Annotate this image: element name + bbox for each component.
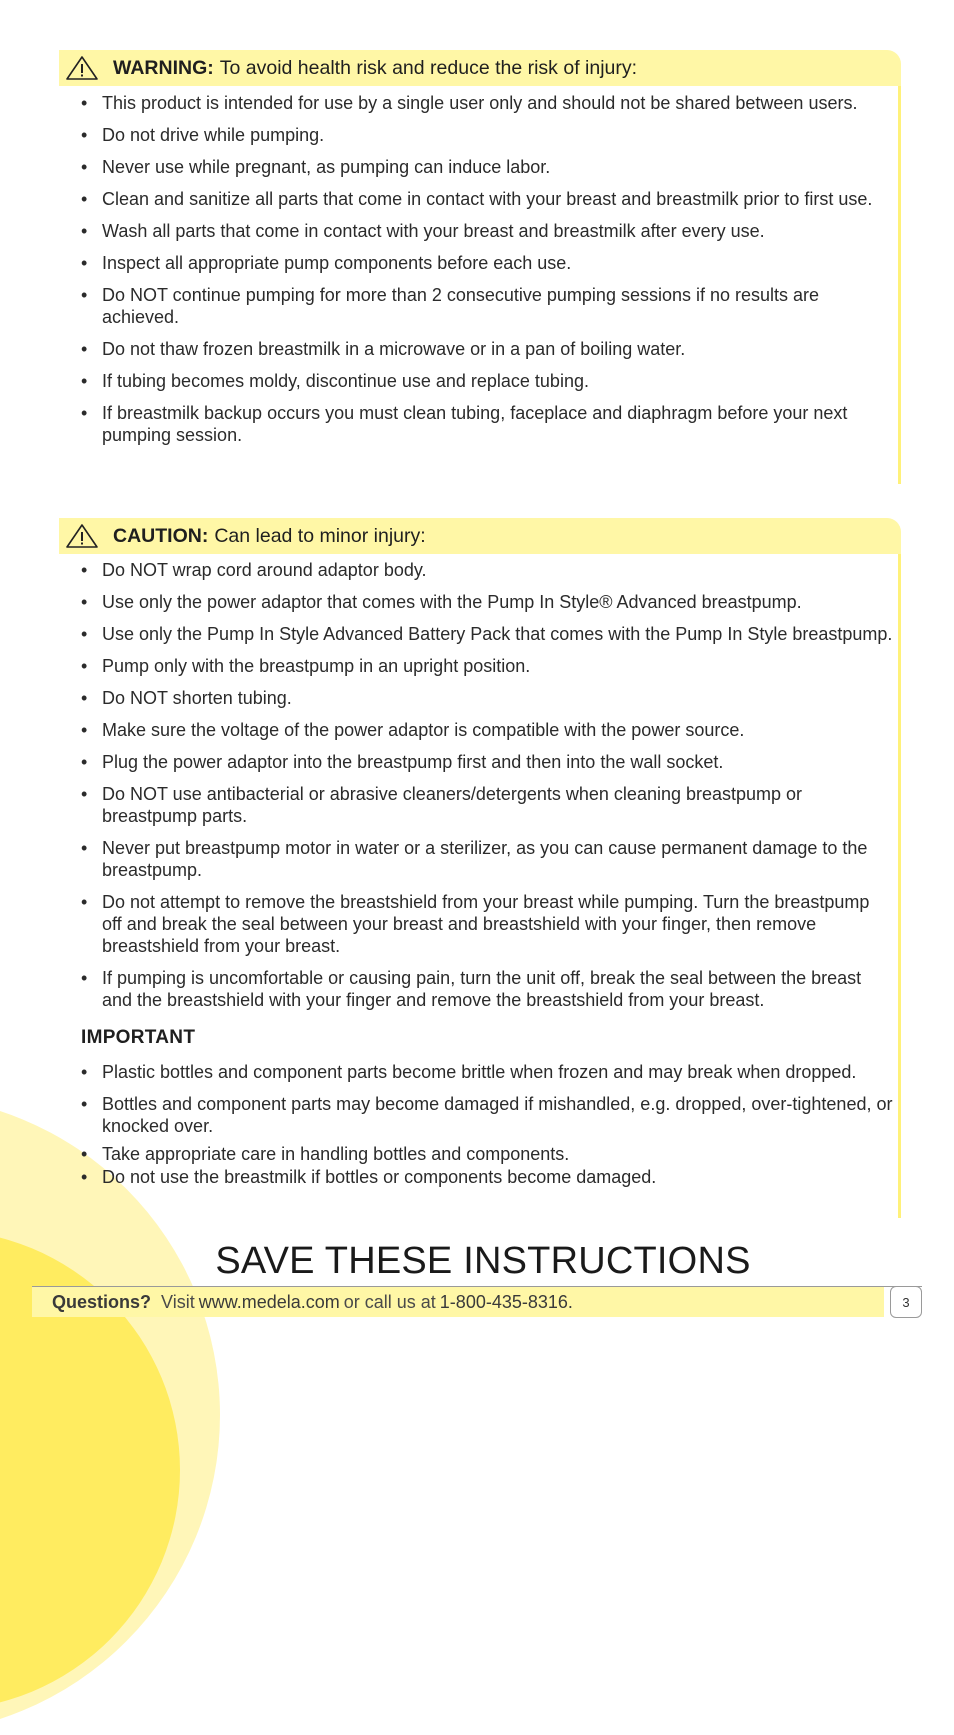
caution-header — [59, 518, 901, 554]
caution-triangle-icon — [65, 523, 99, 549]
list-item: • Do NOT wrap cord around adaptor body. — [59, 559, 901, 581]
list-item: • Wash all parts that come in contact with your breast and breastmilk after every use. — [59, 220, 901, 242]
footer-questions: Questions? — [52, 1291, 152, 1312]
list-item: • Use only the Pump In Style Advanced Battery Pack that comes with the Pump In Style breastpump. — [59, 623, 901, 645]
important-list — [59, 1061, 901, 1188]
list-item: • Never use while pregnant, as pumping can induce labor. — [59, 156, 901, 178]
list-item: • Make sure the voltage of the power adaptor is compatible with the power source. — [59, 719, 901, 741]
list-item: • Clean and sanitize all parts that come in contact with your breast and breastmilk prior to first use. — [59, 188, 901, 210]
warning-list — [59, 92, 901, 446]
list-item: • Take appropriate care in handling bottles and components. — [59, 1143, 901, 1165]
page-number: 3 — [890, 1286, 922, 1318]
list-item: • This product is intended for use by a single user only and should not be shared between users. — [59, 92, 901, 114]
caution-section — [59, 518, 901, 1188]
list-item: • Do NOT use antibacterial or abrasive cleaners/detergents when cleaning breastpump or breastpump parts. — [59, 783, 901, 827]
list-item: • Never put breastpump motor in water or a sterilizer, as you can cause permanent damage to the breastpump. — [59, 837, 901, 881]
save-instructions-heading: SAVE THESE INSTRUCTIONS — [215, 1240, 751, 1282]
list-item: • Do not use the breastmilk if bottles or components become damaged. — [59, 1166, 901, 1188]
list-item: • If pumping is uncomfortable or causing pain, turn the unit off, break the seal between the breast and the breastshield with your finger and remove the breastshield from your breast. — [59, 967, 901, 1011]
list-item: • Do not thaw frozen breastmilk in a microwave or in a pan of boiling water. — [59, 338, 901, 360]
warning-keyword: WARNING: — [113, 56, 214, 79]
footer-visit: Visit — [161, 1291, 195, 1312]
footer-url-link[interactable]: www.medela.com — [198, 1291, 340, 1312]
list-item: • Bottles and component parts may become damaged if mishandled, e.g. dropped, over-tightened, or knocked over. — [59, 1093, 901, 1137]
list-item: • Do NOT continue pumping for more than 2 consecutive pumping sessions if no results are achieved. — [59, 284, 901, 328]
list-item: • Plug the power adaptor into the breastpump first and then into the wall socket. — [59, 751, 901, 773]
footer-phone: 1-800-435-8316. — [439, 1291, 573, 1312]
list-item: • Do not attempt to remove the breastshield from your breast while pumping. Turn the breastpump off and break the seal between your breast and breastshield with your finger, then remove breastshield from your breast. — [59, 891, 901, 957]
list-item: • Use only the power adaptor that comes with the Pump In Style® Advanced breastpump. — [59, 591, 901, 613]
important-title: IMPORTANT — [81, 1027, 196, 1048]
caution-list — [59, 559, 901, 1011]
footer-call: or call us at — [343, 1291, 436, 1312]
list-item: • If tubing becomes moldy, discontinue use and replace tubing. — [59, 370, 901, 392]
list-item: • Do NOT shorten tubing. — [59, 687, 901, 709]
warning-heading: To avoid health risk and reduce the risk of injury: — [219, 56, 638, 79]
list-item: • Plastic bottles and component parts become brittle when frozen and may break when dropped. — [59, 1061, 901, 1083]
footer-bar — [32, 1287, 884, 1317]
list-item: • Inspect all appropriate pump components before each use. — [59, 252, 901, 274]
warning-triangle-icon — [65, 55, 99, 81]
warning-section — [59, 50, 901, 456]
list-item: • Do not drive while pumping. — [59, 124, 901, 146]
list-item: • Pump only with the breastpump in an upright position. — [59, 655, 901, 677]
list-item: • If breastmilk backup occurs you must clean tubing, faceplace and diaphragm before your next pumping session. — [59, 402, 901, 446]
caution-heading: Can lead to minor injury: — [214, 524, 426, 547]
warning-header — [59, 50, 901, 86]
caution-keyword: CAUTION: — [113, 524, 209, 547]
